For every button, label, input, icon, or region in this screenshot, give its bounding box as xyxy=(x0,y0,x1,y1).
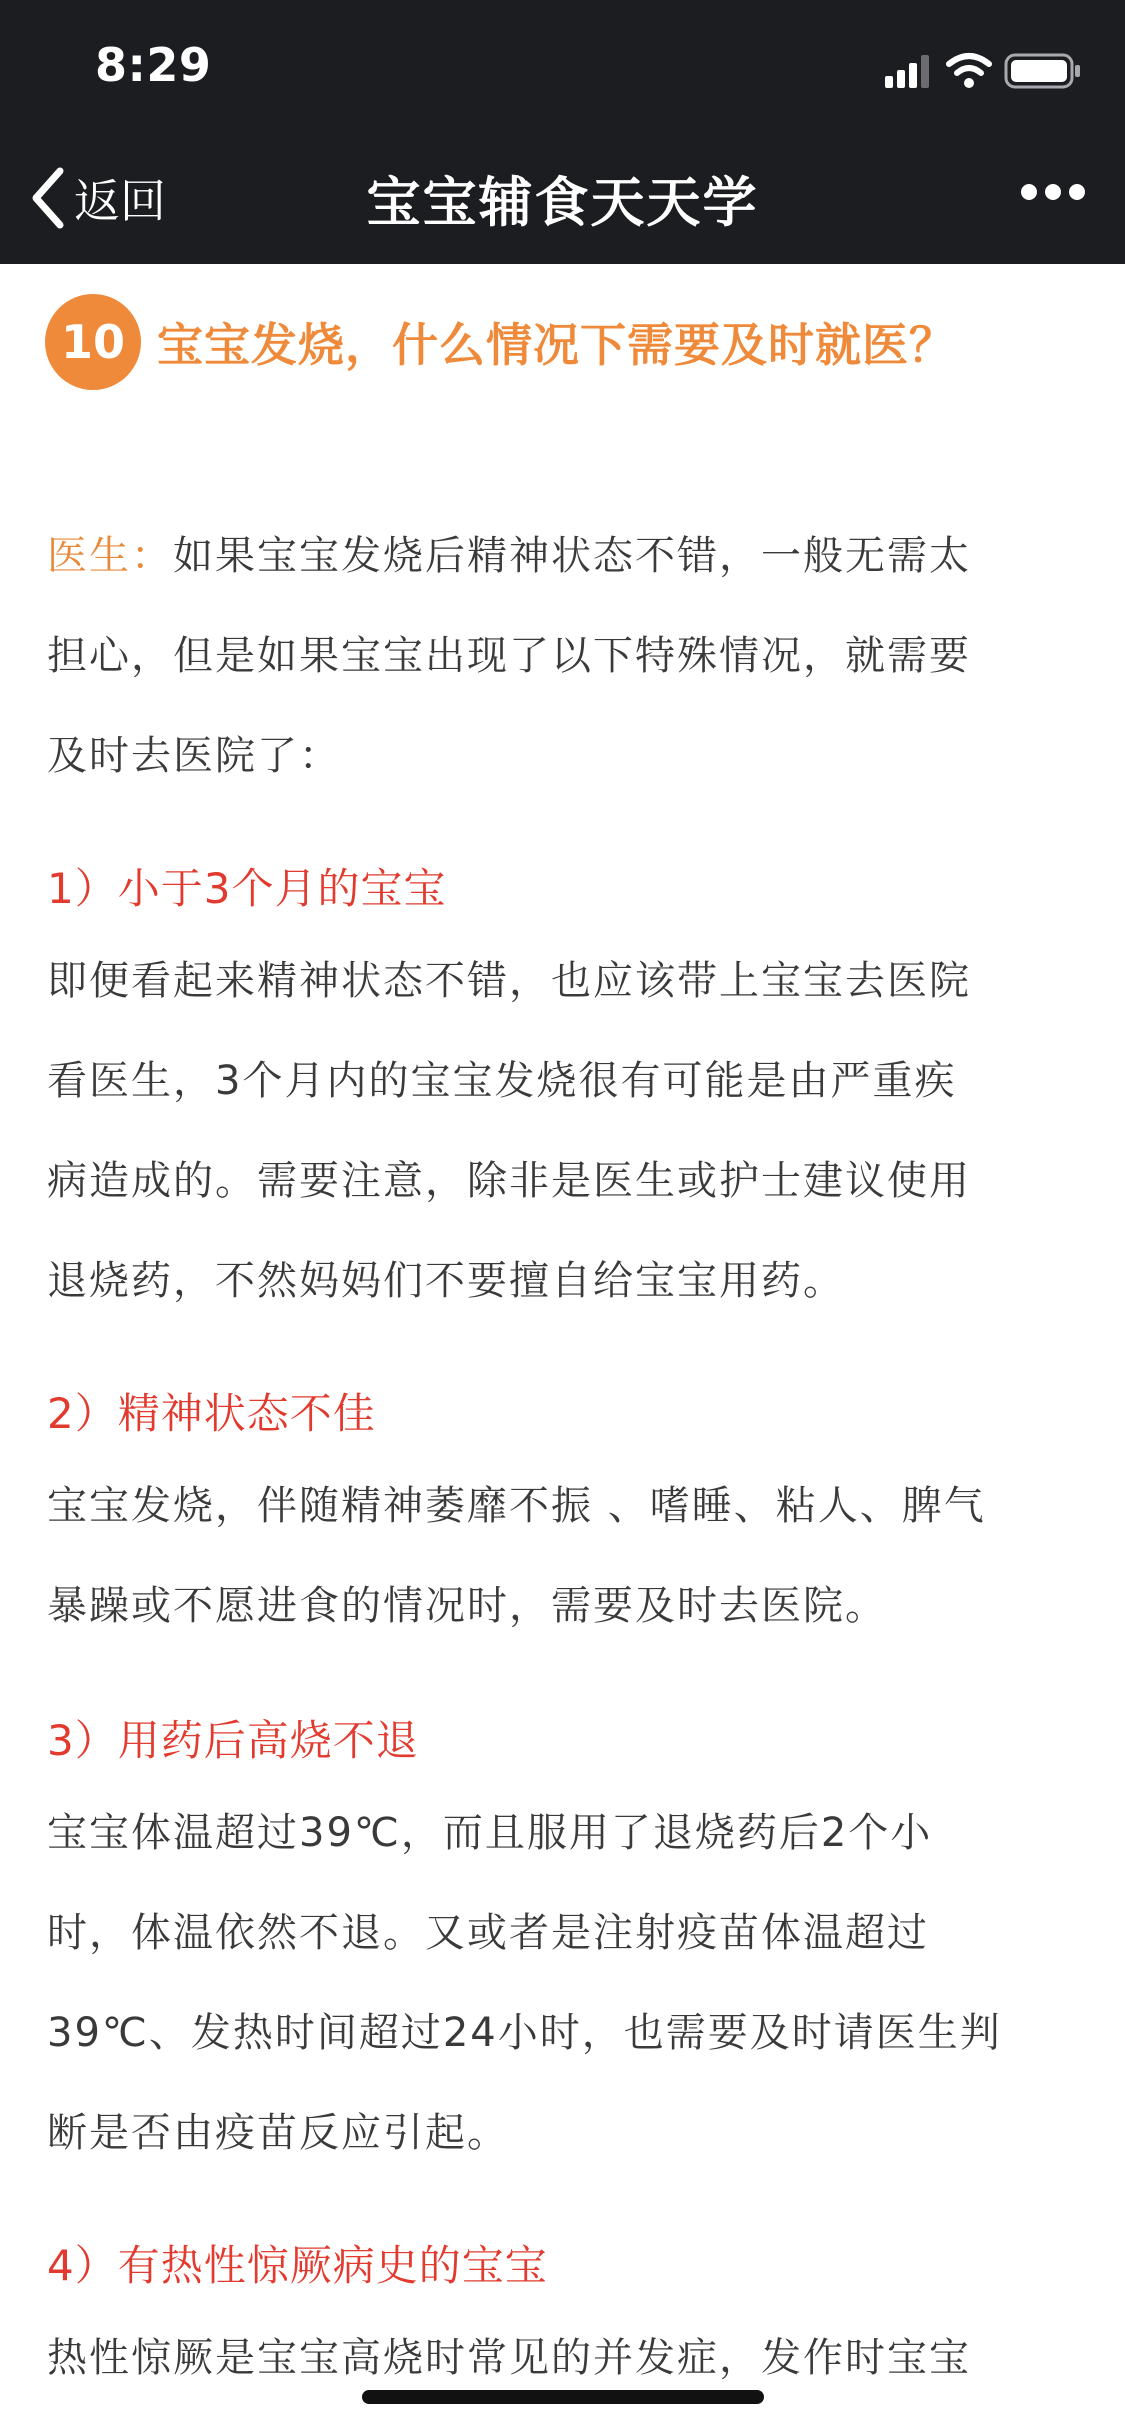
body-line: 病造成的。需要注意，除非是医生或护士建议使用 xyxy=(47,1158,971,1204)
status-bar xyxy=(0,0,1125,132)
article-content xyxy=(0,264,1125,2436)
intro-paragraph xyxy=(47,506,1079,806)
status-icons-svg xyxy=(885,50,1085,90)
intro-text: 如果宝宝发烧后精神状态不错，一般无需太 xyxy=(173,533,971,579)
intro-line: 担心，但是如果宝宝出现了以下特殊情况，就需要 xyxy=(47,633,971,679)
body-line: 时，体温依然不退。又或者是注射疫苗体温超过 xyxy=(47,1910,929,1956)
intro-line xyxy=(47,506,1079,606)
body-line: 暴躁或不愿进食的情况时，需要及时去医院。 xyxy=(47,1583,887,1629)
status-icons xyxy=(885,50,1085,90)
navigation-bar xyxy=(0,132,1125,264)
status-time: 8:29 xyxy=(95,38,212,92)
section-4-title: 4）有热性惊厥病史的宝宝 xyxy=(47,2241,548,2290)
more-button[interactable] xyxy=(1021,182,1085,206)
body-line: 即便看起来精神状态不错，也应该带上宝宝去医院 xyxy=(47,958,971,1004)
body-line: 39℃、发热时间超过24小时，也需要及时请医生判 xyxy=(47,2010,1002,2056)
body-line: 宝宝体温超过39℃，而且服用了退烧药后2个小 xyxy=(47,1810,933,1856)
battery-icon xyxy=(1006,55,1080,87)
article-heading xyxy=(45,294,956,390)
doctor-label: 医生： xyxy=(47,533,173,579)
cellular-signal-icon xyxy=(885,55,929,88)
back-label: 返回 xyxy=(74,174,166,228)
heading-text: 宝宝发烧，什么情况下需要及时就医？ xyxy=(157,318,956,372)
body-line: 退烧药，不然妈妈们不要擅自给宝宝用药。 xyxy=(47,1258,845,1304)
body-line: 热性惊厥是宝宝高烧时常见的并发症，发作时宝宝 xyxy=(47,2335,971,2381)
body-line: 宝宝发烧，伴随精神萎靡不振 、嗜睡、粘人、脾气 xyxy=(47,1483,986,1529)
more-dots-icon xyxy=(1021,182,1085,202)
section-1-body xyxy=(47,931,1079,1331)
intro-line: 及时去医院了： xyxy=(47,733,341,779)
wifi-icon xyxy=(949,56,989,88)
section-1-title: 1）小于3个月的宝宝 xyxy=(47,864,447,913)
section-3-body xyxy=(47,1783,1079,2183)
home-indicator[interactable] xyxy=(362,2390,764,2404)
body-line: 断是否由疫苗反应引起。 xyxy=(47,2110,509,2156)
section-2-title: 2）精神状态不佳 xyxy=(47,1389,376,1438)
number-badge: 10 xyxy=(45,294,141,390)
section-2-body xyxy=(47,1456,1079,1656)
body-line: 看医生，3个月内的宝宝发烧很有可能是由严重疾 xyxy=(47,1058,957,1104)
section-3-title: 3）用药后高烧不退 xyxy=(47,1716,419,1765)
nav-title: 宝宝辅食天天学 xyxy=(366,171,759,234)
